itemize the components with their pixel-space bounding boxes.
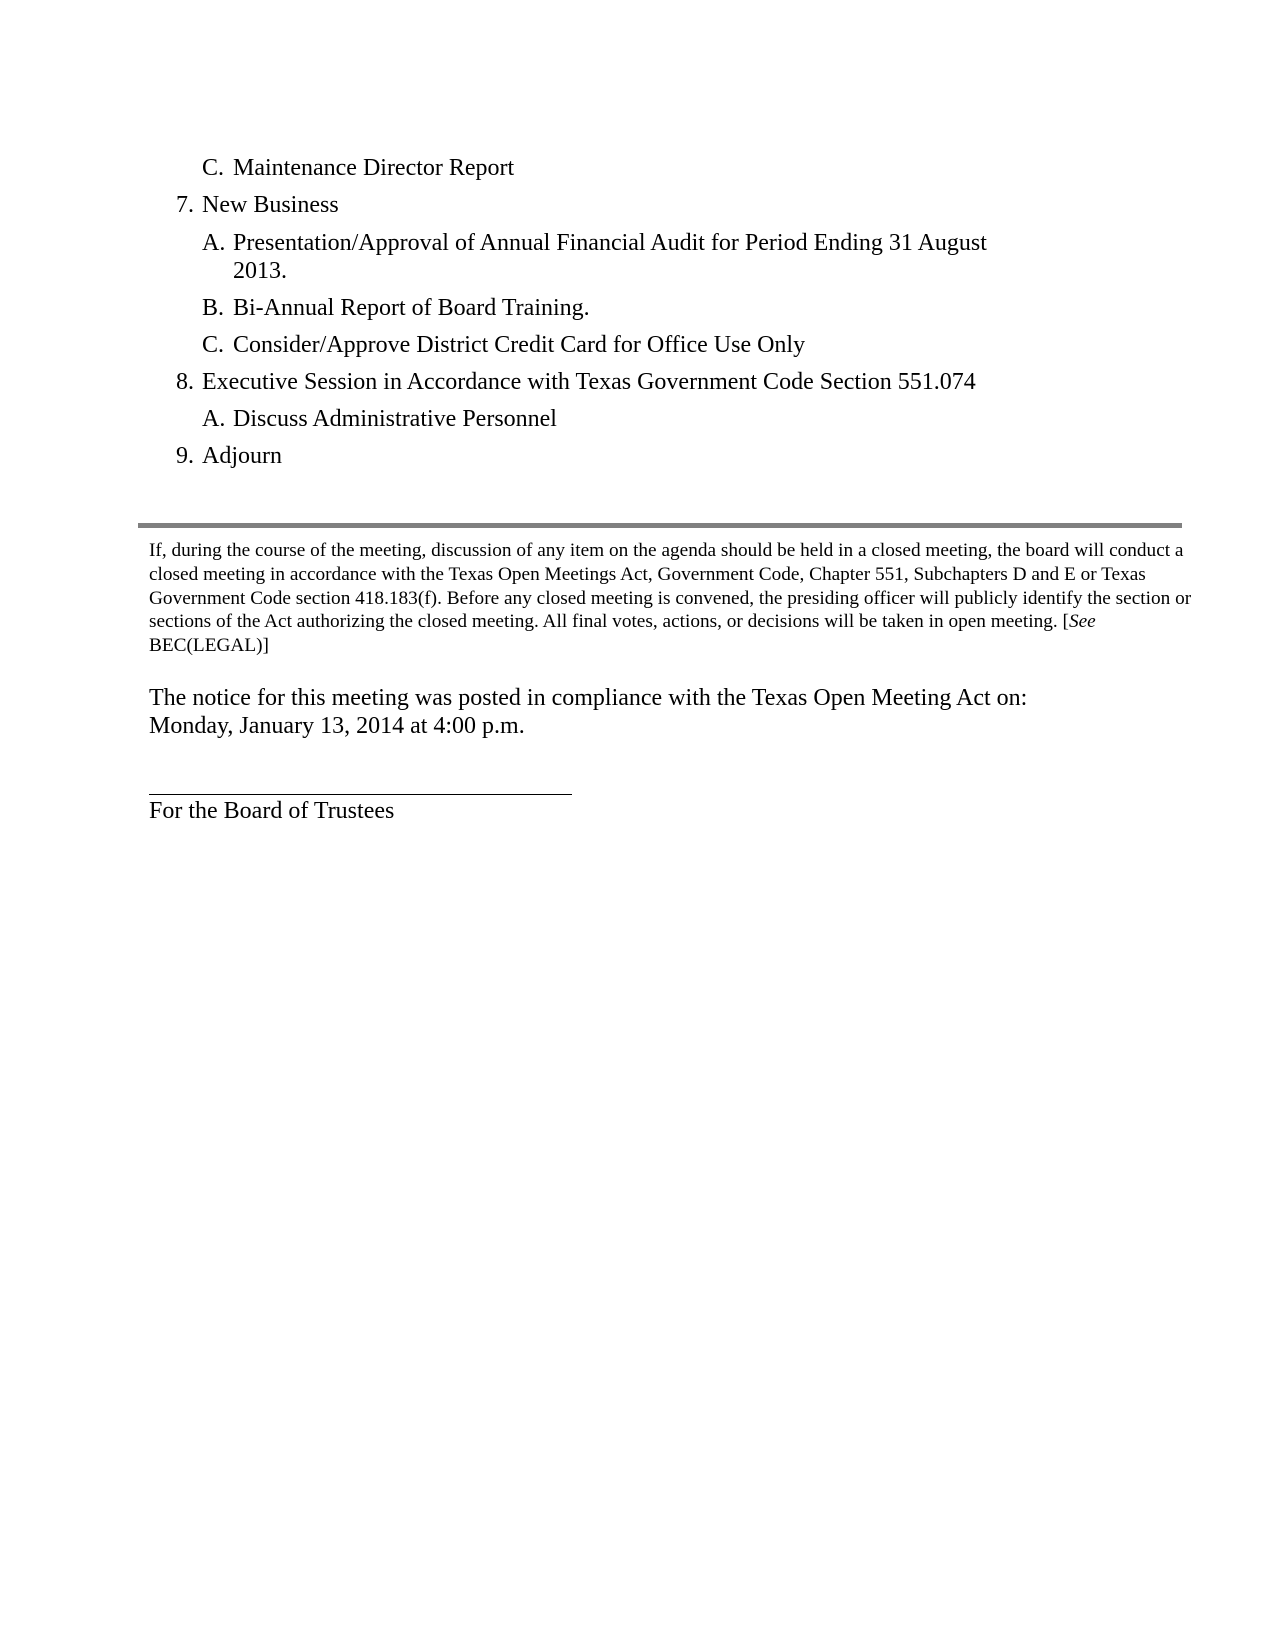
- disclaimer-see-word: See: [1068, 611, 1096, 633]
- agenda-item-number: 9.: [176, 443, 194, 469]
- agenda-item-7c: [202, 331, 805, 359]
- agenda-item-letter: C.: [202, 155, 225, 181]
- posting-notice: [149, 684, 1199, 740]
- agenda-item-6c: [202, 154, 514, 182]
- agenda-item-letter: C.: [202, 332, 225, 358]
- agenda-item-text: Discuss Administrative Personnel: [233, 406, 557, 432]
- agenda-item-letter: A.: [202, 406, 226, 432]
- agenda-item-7a: [202, 229, 987, 257]
- agenda-item-text: New Business: [202, 192, 339, 218]
- agenda-item-9: [176, 442, 282, 470]
- agenda-item-7b: [202, 294, 590, 322]
- agenda-item-text: Presentation/Approval of Annual Financial Audit for Period Ending 31 August: [233, 230, 987, 256]
- agenda-item-number: 7.: [176, 192, 194, 218]
- signature-label: For the Board of Trustees: [149, 798, 395, 824]
- posting-notice-date: Monday, January 13, 2014 at 4:00 p.m.: [149, 713, 525, 739]
- signature-line: [149, 794, 572, 795]
- agenda-item-text: Maintenance Director Report: [233, 155, 515, 181]
- agenda-item-7a-continuation: [233, 257, 287, 285]
- disclaimer-text: If, during the course of the meeting, discussion of any item on the agenda should be held in a closed meeting, the board will conduct a closed meeting in accordance with the Texas Open Meetings Act, Government Code, Chapter 551, Subchapters D and E or Texas Government Code section 418.183(f). Before any closed meeting is convened, the presiding officer will publicly identify the section or sections of the Act authorizing the closed meeting. All final votes, actions, or decisions will be taken in open meeting. [: [149, 540, 1192, 633]
- agenda-item-text: Executive Session in Accordance with Texas Government Code Section 551.074: [202, 369, 976, 395]
- agenda-item-letter: A.: [202, 230, 226, 256]
- posting-notice-line-1: The notice for this meeting was posted in compliance with the Texas Open Meeting Act on:: [149, 685, 1028, 711]
- agenda-item-8: [176, 368, 976, 396]
- agenda-item-number: 8.: [176, 369, 194, 395]
- agenda-item-text: Adjourn: [202, 443, 282, 469]
- agenda-item-8a: [202, 405, 557, 433]
- agenda-item-text: Bi-Annual Report of Board Training.: [233, 295, 590, 321]
- agenda-item-text: Consider/Approve District Credit Card for Office Use Only: [233, 332, 806, 358]
- section-divider: [138, 523, 1182, 528]
- closed-meeting-disclaimer: [149, 539, 1199, 658]
- agenda-item-text: 2013.: [233, 258, 287, 284]
- agenda-item-7: [176, 191, 339, 219]
- agenda-item-letter: B.: [202, 295, 225, 321]
- disclaimer-citation: BEC(LEGAL)]: [149, 635, 269, 657]
